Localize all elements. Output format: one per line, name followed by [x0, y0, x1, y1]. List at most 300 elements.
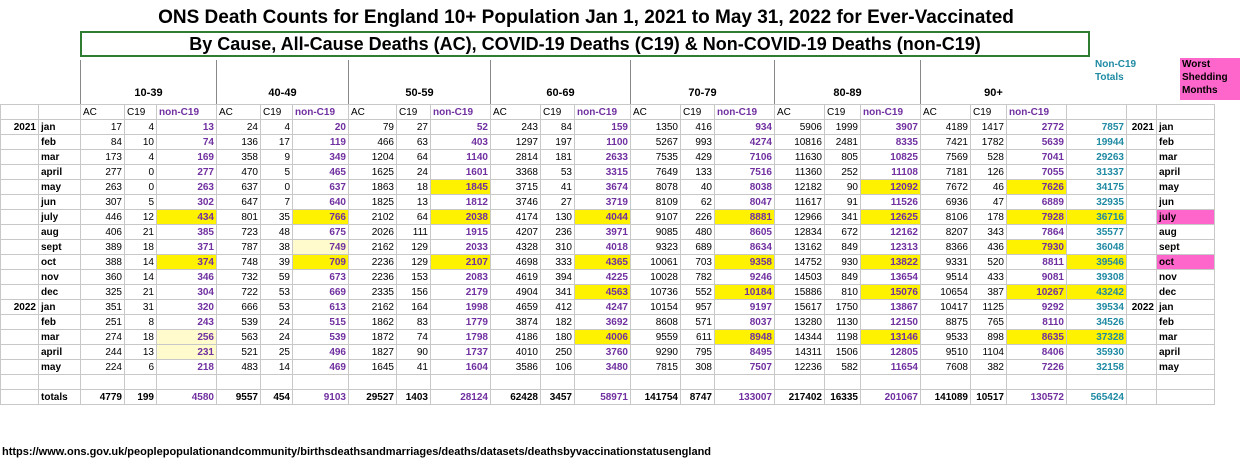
ac-cell: 84	[81, 135, 125, 150]
c19-cell: 14	[125, 270, 157, 285]
ac-cell: 15886	[775, 285, 825, 300]
ac-cell: 2236	[349, 255, 397, 270]
c19-cell: 13	[397, 195, 431, 210]
ac-cell: 263	[81, 180, 125, 195]
c19-cell: 849	[825, 270, 861, 285]
nonc19-total: 28124	[431, 390, 491, 405]
c19-cell: 993	[681, 135, 715, 150]
month-cell: aug	[1157, 225, 1215, 240]
ac-cell: 1825	[349, 195, 397, 210]
ac-cell: 4328	[491, 240, 541, 255]
ac-cell: 243	[491, 120, 541, 135]
nonc19-total: 4580	[157, 390, 217, 405]
c19-cell: 24	[397, 165, 431, 180]
ac-cell: 5267	[631, 135, 681, 150]
nonc19-cell: 11654	[861, 360, 921, 375]
year-cell	[1, 225, 39, 240]
c19-cell: 433	[971, 270, 1007, 285]
year-cell	[1, 240, 39, 255]
ac-cell: 9510	[921, 345, 971, 360]
nonc19-cell: 1915	[431, 225, 491, 240]
ac-cell: 325	[81, 285, 125, 300]
month-cell: jan	[39, 300, 81, 315]
c19-cell: 27	[397, 120, 431, 135]
source-url[interactable]: https://www.ons.gov.uk/peoplepopulationandcommunity/birthsdeathsandmarriages/deaths/datasets/deathsbyvaccinationstatusengland	[2, 446, 712, 458]
nonc19-cell: 7041	[1007, 150, 1067, 165]
c19-total: 1403	[397, 390, 431, 405]
ac-cell: 274	[81, 330, 125, 345]
table-row	[1, 165, 1215, 180]
c19-cell: 528	[971, 150, 1007, 165]
ac-cell: 1297	[491, 135, 541, 150]
year-cell	[1, 165, 39, 180]
c19-cell: 130	[541, 210, 575, 225]
ac-cell: 14344	[775, 330, 825, 345]
table-row	[1, 360, 1215, 375]
ac-cell: 10736	[631, 285, 681, 300]
ac-cell: 12182	[775, 180, 825, 195]
ac-cell: 483	[217, 360, 261, 375]
ac-cell: 7181	[921, 165, 971, 180]
ac-cell: 11617	[775, 195, 825, 210]
nonc19-cell: 231	[157, 345, 217, 360]
ac-cell: 10154	[631, 300, 681, 315]
ac-cell: 563	[217, 330, 261, 345]
nonc19-cell: 13822	[861, 255, 921, 270]
month-cell: nov	[39, 270, 81, 285]
blank-cell	[921, 375, 971, 390]
ac-cell: 521	[217, 345, 261, 360]
nonc19-cell: 8406	[1007, 345, 1067, 360]
year-cell	[1127, 195, 1157, 210]
nonc19-cell: 4274	[715, 135, 775, 150]
col-header-c19: C19	[261, 105, 293, 120]
ac-cell: 9085	[631, 225, 681, 240]
nonc19-cell: 3719	[575, 195, 631, 210]
c19-total: 454	[261, 390, 293, 405]
nonc19-cell: 673	[293, 270, 349, 285]
c19-cell: 164	[397, 300, 431, 315]
ac-cell: 24	[217, 120, 261, 135]
year-cell	[1127, 315, 1157, 330]
blank-cell	[575, 375, 631, 390]
month-cell: oct	[1157, 255, 1215, 270]
nonc19-cell: 934	[715, 120, 775, 135]
nonc19-total-cell: 36716	[1067, 210, 1127, 225]
blank-cell	[217, 375, 261, 390]
table-row	[1, 345, 1215, 360]
c19-cell: 582	[825, 360, 861, 375]
col-header-c19: C19	[825, 105, 861, 120]
nonc19-cell: 8605	[715, 225, 775, 240]
ac-cell: 224	[81, 360, 125, 375]
month-cell: feb	[1157, 315, 1215, 330]
nonc19-cell: 749	[293, 240, 349, 255]
c19-cell: 765	[971, 315, 1007, 330]
blank-cell	[39, 375, 81, 390]
c19-cell: 930	[825, 255, 861, 270]
ac-cell: 406	[81, 225, 125, 240]
ac-cell: 173	[81, 150, 125, 165]
table-row	[1, 270, 1215, 285]
nonc19-cell: 12625	[861, 210, 921, 225]
nonc19-cell: 7507	[715, 360, 775, 375]
nonc19-cell: 4006	[575, 330, 631, 345]
c19-cell: 18	[125, 330, 157, 345]
ac-cell: 11360	[775, 165, 825, 180]
month-cell: dec	[39, 285, 81, 300]
nonc19-total-cell: 31337	[1067, 165, 1127, 180]
blank-cell	[715, 375, 775, 390]
nonc19-cell: 2083	[431, 270, 491, 285]
c19-cell: 310	[541, 240, 575, 255]
nonc19-cell: 8047	[715, 195, 775, 210]
year-cell	[1127, 150, 1157, 165]
c19-cell: 59	[261, 270, 293, 285]
month-cell: mar	[1157, 330, 1215, 345]
ac-cell: 722	[217, 285, 261, 300]
blank-cell	[1157, 390, 1215, 405]
nonc19-cell: 8635	[1007, 330, 1067, 345]
c19-cell: 341	[541, 285, 575, 300]
blank-cell	[397, 375, 431, 390]
col-header-c19: C19	[541, 105, 575, 120]
c19-cell: 180	[541, 330, 575, 345]
blank-cell	[681, 375, 715, 390]
blank-cell	[431, 375, 491, 390]
ac-cell: 11630	[775, 150, 825, 165]
month-cell: may	[39, 360, 81, 375]
c19-cell: 341	[825, 210, 861, 225]
ac-cell: 8366	[921, 240, 971, 255]
nonc19-cell: 675	[293, 225, 349, 240]
nonc19-cell: 8038	[715, 180, 775, 195]
nonc19-total-cell: 37328	[1067, 330, 1127, 345]
c19-cell: 53	[541, 165, 575, 180]
ac-cell: 4010	[491, 345, 541, 360]
c19-cell: 178	[971, 210, 1007, 225]
nonc19-total-cell: 43242	[1067, 285, 1127, 300]
nonc19-cell: 12313	[861, 240, 921, 255]
ac-cell: 4186	[491, 330, 541, 345]
month-cell: feb	[39, 135, 81, 150]
c19-cell: 106	[541, 360, 575, 375]
subtitle: By Cause, All-Cause Deaths (AC), COVID-19 Deaths (C19) & Non-COVID-19 Deaths (non-C19)	[80, 31, 1090, 57]
ac-cell: 3746	[491, 195, 541, 210]
ac-cell: 470	[217, 165, 261, 180]
age-group-header: 70-79	[630, 60, 774, 104]
nonc19-cell: 2038	[431, 210, 491, 225]
nonc19-cell: 320	[157, 300, 217, 315]
nonc19-total-cell: 32935	[1067, 195, 1127, 210]
nonc19-cell: 3315	[575, 165, 631, 180]
worst-shedding-header: Worst Shedding Months	[1180, 58, 1240, 100]
c19-total: 199	[125, 390, 157, 405]
c19-cell: 782	[681, 270, 715, 285]
year-cell	[1, 345, 39, 360]
totals-row	[1, 390, 1215, 405]
blank-cell	[349, 375, 397, 390]
c19-cell: 436	[971, 240, 1007, 255]
c19-cell: 4	[125, 120, 157, 135]
table-row	[1, 330, 1215, 345]
nonc19-cell: 496	[293, 345, 349, 360]
year-cell	[1, 150, 39, 165]
nonc19-cell: 4225	[575, 270, 631, 285]
ac-cell: 3874	[491, 315, 541, 330]
nonc19-total-cell: 35577	[1067, 225, 1127, 240]
year-cell	[1127, 180, 1157, 195]
year-cell	[1127, 240, 1157, 255]
ac-cell: 251	[81, 315, 125, 330]
year-cell	[1127, 210, 1157, 225]
nonc19-cell: 9081	[1007, 270, 1067, 285]
col-header-nonc19: non-C19	[1007, 105, 1067, 120]
table-row	[1, 315, 1215, 330]
ac-cell: 1204	[349, 150, 397, 165]
blank-cell	[861, 375, 921, 390]
c19-cell: 429	[681, 150, 715, 165]
nonc19-total-cell: 34526	[1067, 315, 1127, 330]
c19-cell: 41	[397, 360, 431, 375]
nonc19-cell: 1100	[575, 135, 631, 150]
month-cell: july	[1157, 210, 1215, 225]
ac-cell: 2102	[349, 210, 397, 225]
c19-cell: 39	[261, 255, 293, 270]
nonc19-cell: 8881	[715, 210, 775, 225]
ac-cell: 244	[81, 345, 125, 360]
month-cell: dec	[1157, 285, 1215, 300]
ac-cell: 6936	[921, 195, 971, 210]
nonc19-cell: 374	[157, 255, 217, 270]
table-row	[1, 240, 1215, 255]
col-header-ac: AC	[81, 105, 125, 120]
ac-cell: 8106	[921, 210, 971, 225]
c19-cell: 333	[541, 255, 575, 270]
nonc19-cell: 12162	[861, 225, 921, 240]
c19-cell: 21	[125, 225, 157, 240]
nonc19-cell: 371	[157, 240, 217, 255]
ac-cell: 4189	[921, 120, 971, 135]
ac-cell: 8608	[631, 315, 681, 330]
nonc19-cell: 469	[293, 360, 349, 375]
nonc19-cell: 8948	[715, 330, 775, 345]
totals-label: totals	[39, 390, 81, 405]
month-cell: sept	[39, 240, 81, 255]
year-cell	[1127, 360, 1157, 375]
nonc19-total: 130572	[1007, 390, 1067, 405]
nonc19-cell: 7106	[715, 150, 775, 165]
nonc19-cell: 8811	[1007, 255, 1067, 270]
nonc19-cell: 613	[293, 300, 349, 315]
c19-cell: 129	[397, 255, 431, 270]
ac-cell: 8875	[921, 315, 971, 330]
col-header-ac: AC	[921, 105, 971, 120]
c19-cell: 31	[125, 300, 157, 315]
nonc19-cell: 346	[157, 270, 217, 285]
ac-total: 29527	[349, 390, 397, 405]
nonc19-totals-header: Non-C19 Totals	[1095, 59, 1137, 83]
c19-cell: 308	[681, 360, 715, 375]
month-cell: sept	[1157, 240, 1215, 255]
c19-cell: 182	[541, 315, 575, 330]
nonc19-cell: 1998	[431, 300, 491, 315]
ac-cell: 1827	[349, 345, 397, 360]
c19-cell: 48	[261, 225, 293, 240]
ac-cell: 307	[81, 195, 125, 210]
c19-total: 10517	[971, 390, 1007, 405]
ac-cell: 1862	[349, 315, 397, 330]
nonc19-cell: 9292	[1007, 300, 1067, 315]
nonc19-cell: 8110	[1007, 315, 1067, 330]
c19-cell: 1198	[825, 330, 861, 345]
col-header-c19: C19	[397, 105, 431, 120]
table-row	[1, 300, 1215, 315]
c19-cell: 14	[261, 360, 293, 375]
year-cell	[1127, 165, 1157, 180]
ac-cell: 4174	[491, 210, 541, 225]
nonc19-cell: 637	[293, 180, 349, 195]
ac-cell: 8207	[921, 225, 971, 240]
nonc19-cell: 3480	[575, 360, 631, 375]
ac-cell: 2162	[349, 300, 397, 315]
c19-cell: 226	[681, 210, 715, 225]
nonc19-total-cell: 29263	[1067, 150, 1127, 165]
c19-cell: 64	[397, 150, 431, 165]
age-group-header: 40-49	[216, 60, 348, 104]
year-cell	[1127, 285, 1157, 300]
table-row	[1, 150, 1215, 165]
c19-total: 3457	[541, 390, 575, 405]
ac-cell: 5906	[775, 120, 825, 135]
nonc19-cell: 7864	[1007, 225, 1067, 240]
blank-cell	[1157, 105, 1215, 120]
blank-cell	[1127, 105, 1157, 120]
nonc19-cell: 11526	[861, 195, 921, 210]
nonc19-cell: 302	[157, 195, 217, 210]
col-header-ac: AC	[631, 105, 681, 120]
col-header-nonc19: non-C19	[861, 105, 921, 120]
ac-cell: 358	[217, 150, 261, 165]
nonc19-cell: 9358	[715, 255, 775, 270]
year-cell	[1127, 135, 1157, 150]
nonc19-total-cell: 32158	[1067, 360, 1127, 375]
c19-cell: 0	[125, 165, 157, 180]
nonc19-cell: 13654	[861, 270, 921, 285]
nonc19-total-cell: 39308	[1067, 270, 1127, 285]
nonc19-cell: 1140	[431, 150, 491, 165]
ac-cell: 1645	[349, 360, 397, 375]
c19-cell: 252	[825, 165, 861, 180]
year-cell	[1, 210, 39, 225]
c19-cell: 795	[681, 345, 715, 360]
nonc19-cell: 403	[431, 135, 491, 150]
nonc19-cell: 7626	[1007, 180, 1067, 195]
blank-cell	[1, 375, 39, 390]
c19-cell: 4	[261, 120, 293, 135]
nonc19-cell: 159	[575, 120, 631, 135]
c19-cell: 40	[681, 180, 715, 195]
ac-cell: 7608	[921, 360, 971, 375]
age-group-header: 60-69	[490, 60, 630, 104]
c19-cell: 343	[971, 225, 1007, 240]
ac-cell: 7421	[921, 135, 971, 150]
c19-cell: 1999	[825, 120, 861, 135]
year-cell	[1127, 225, 1157, 240]
ac-cell: 17	[81, 120, 125, 135]
year-cell	[1127, 270, 1157, 285]
nonc19-cell: 385	[157, 225, 217, 240]
c19-cell: 64	[397, 210, 431, 225]
year-cell	[1, 285, 39, 300]
nonc19-cell: 169	[157, 150, 217, 165]
c19-cell: 0	[261, 180, 293, 195]
c19-cell: 849	[825, 240, 861, 255]
ac-cell: 13162	[775, 240, 825, 255]
ac-cell: 3368	[491, 165, 541, 180]
nonc19-cell: 10267	[1007, 285, 1067, 300]
ac-cell: 9559	[631, 330, 681, 345]
month-cell: july	[39, 210, 81, 225]
ac-cell: 14311	[775, 345, 825, 360]
ac-cell: 9290	[631, 345, 681, 360]
month-cell: april	[39, 345, 81, 360]
ac-cell: 9323	[631, 240, 681, 255]
ac-cell: 9331	[921, 255, 971, 270]
ac-cell: 7649	[631, 165, 681, 180]
nonc19-cell: 13	[157, 120, 217, 135]
nonc19-cell: 8037	[715, 315, 775, 330]
c19-cell: 8	[125, 315, 157, 330]
c19-cell: 2481	[825, 135, 861, 150]
nonc19-cell: 3692	[575, 315, 631, 330]
month-cell: jan	[1157, 300, 1215, 315]
c19-cell: 91	[825, 195, 861, 210]
month-cell: feb	[1157, 135, 1215, 150]
c19-cell: 520	[971, 255, 1007, 270]
nonc19-total: 9103	[293, 390, 349, 405]
ac-cell: 8078	[631, 180, 681, 195]
c19-cell: 552	[681, 285, 715, 300]
nonc19-cell: 3674	[575, 180, 631, 195]
age-group-header: 80-89	[774, 60, 920, 104]
nonc19-cell: 20	[293, 120, 349, 135]
nonc19-cell: 465	[293, 165, 349, 180]
ac-cell: 13280	[775, 315, 825, 330]
col-header-nonc19: non-C19	[715, 105, 775, 120]
c19-cell: 0	[125, 180, 157, 195]
age-group-header: 50-59	[348, 60, 490, 104]
ac-cell: 539	[217, 315, 261, 330]
nonc19-cell: 243	[157, 315, 217, 330]
ac-cell: 7569	[921, 150, 971, 165]
ac-cell: 9533	[921, 330, 971, 345]
ac-cell: 1863	[349, 180, 397, 195]
c19-cell: 672	[825, 225, 861, 240]
ac-cell: 10654	[921, 285, 971, 300]
nonc19-cell: 2107	[431, 255, 491, 270]
c19-cell: 394	[541, 270, 575, 285]
c19-cell: 810	[825, 285, 861, 300]
nonc19-cell: 349	[293, 150, 349, 165]
nonc19-cell: 1798	[431, 330, 491, 345]
blank-cell	[293, 375, 349, 390]
month-cell: nov	[1157, 270, 1215, 285]
c19-cell: 957	[681, 300, 715, 315]
month-cell: jun	[1157, 195, 1215, 210]
year-cell	[1, 135, 39, 150]
table-row	[1, 195, 1215, 210]
